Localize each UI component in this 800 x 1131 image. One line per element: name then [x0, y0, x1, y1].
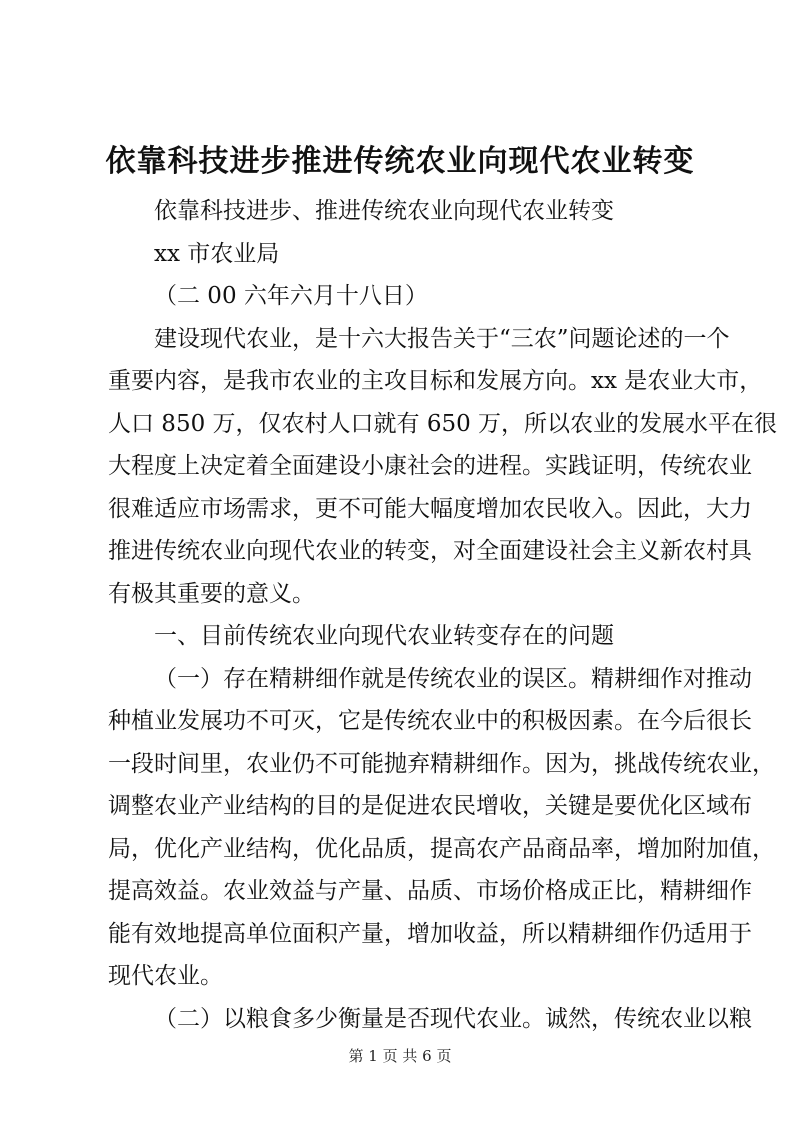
paragraph-line: 很难适应市场需求，更不可能大幅度增加农民收入。因此，大力	[108, 495, 752, 522]
paragraph-line: xx 市农业局	[154, 240, 280, 267]
paragraph-line: 大程度上决定着全面建设小康社会的进程。实践证明，传统农业	[108, 453, 752, 479]
document-title: 依靠科技进步推进传统农业向现代农业转变	[105, 144, 695, 179]
paragraph-line: 人口 850 万，仅农村人口就有 650 万，所以农业的发展水平在很	[108, 410, 778, 437]
paragraph-line: 建设现代农业，是十六大报告关于“三农”问题论述的一个	[154, 325, 730, 352]
paragraph-line: 提高效益。农业效益与产量、品质、市场价格成正比，精耕细作	[108, 878, 752, 904]
paragraph-line: 调整农业产业结构的目的是促进农民增收，关键是要优化区域布	[108, 793, 752, 819]
paragraph-line: 现代农业。	[108, 963, 223, 989]
paragraph-line: 推进传统农业向现代农业的转变，对全面建设社会主义新农村具	[108, 538, 752, 564]
paragraph-line: 局，优化产业结构，优化品质，提高农产品商品率，增加附加值，	[108, 835, 775, 862]
document-body	[108, 190, 778, 1040]
paragraph-line: （一）存在精耕细作就是传统农业的误区。精耕细作对推动	[154, 665, 752, 692]
paragraph-line: 依靠科技进步、推进传统农业向现代农业转变	[154, 198, 614, 224]
paragraph-line: （二）以粮食多少衡量是否现代农业。诚然，传统农业以粮	[154, 1005, 752, 1032]
paragraph-line: 一、目前传统农业向现代农业转变存在的问题	[154, 623, 614, 649]
paragraph-line: 一段时间里，农业仍不可能抛弃精耕细作。因为，挑战传统农业，	[108, 750, 775, 777]
page-footer: 第 1 页 共 6 页	[348, 1047, 452, 1065]
paragraph-line: 重要内容，是我市农业的主攻目标和发展方向。xx 是农业大市，	[108, 368, 763, 394]
paragraph-line: 能有效地提高单位面积产量，增加收益，所以精耕细作仍适用于	[108, 920, 752, 947]
paragraph-line: 种植业发展功不可灭，它是传统农业中的积极因素。在今后很长	[108, 708, 752, 734]
paragraph-line: （二 00 六年六月十八日）	[154, 283, 428, 309]
paragraph-line: 有极其重要的意义。	[108, 580, 315, 607]
